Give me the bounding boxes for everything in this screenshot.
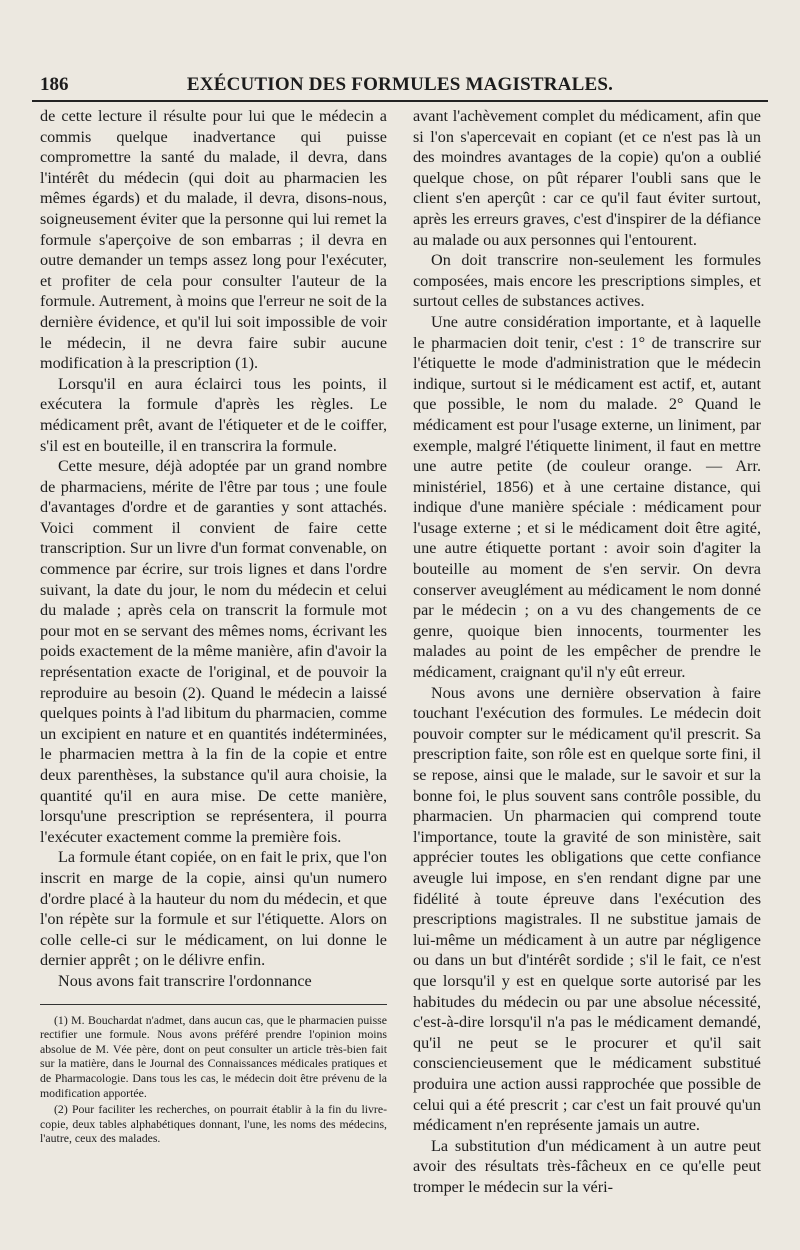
- footnote: (2) Pour faciliter les recherches, on pourrait établir à la fin du livre-copie, deux tables alphabétiques donnant, l'une, les noms des médecins, l'autre, ceux des malades.: [40, 1102, 387, 1146]
- right-column: [413, 106, 761, 1197]
- paragraph: de cette lecture il résulte pour lui que le médecin a commis quelque inadvertance qui puisse compromettre la santé du malade, il devra, dans l'intérêt du médecin (qui doit au pharmacien les mêmes égards) et du malade, il devra, disons-nous, soigneusement éviter que la personne qui lui remet la formule s'aperçoive de son embarras ; il devra en outre demander un temps assez long pour l'exécuter, et profiter de cela pour consulter l'auteur de la formule. Autrement, à moins que l'erreur ne soit de la dernière évidence, et qu'il lui soit impossible de voir le médecin, il ne devra faire subir aucune modification à la prescription (1).: [40, 107, 387, 373]
- paragraph: Nous avons une dernière observation à faire touchant l'exécution des formules. Le médecin doit pouvoir compter sur le médicament qu'il prescrit. Sa prescription faite, son rôle est en quelque sorte fini, il se repose, ainsi que le malade, sur le savoir et sur la bonne foi, le plus souvent sans contrôle possible, du pharmacien. Un pharmacien qui comprend toute l'importance, toute la gravité de son ministère, sait apprécier toutes les obligations que cette confiance aveugle lui impose, en s'en rendant digne par une fidélité à toute épreuve dans l'exécution des prescriptions magistrales. Il ne substitue jamais de lui-même un médicament à un autre par négligence ou dans un but d'intérêt sordide ; s'il le fait, ce n'est que lorsqu'il y est en quelque sorte autorisé par les habitudes du médecin ou par une absolue nécessité, c'est-à-dire lorsqu'il n'a pas le médicament demandé, qu'il ne peut se le procurer et qu'il sait consciencieusement que le médicament substitué produira une action aussi rapprochée que possible de celui qui a été prescrit ; car c'est un fait prouvé qu'un médicament n'en représente jamais un autre.: [413, 683, 761, 1135]
- left-column: [40, 106, 387, 1148]
- paragraph: On doit transcrire non-seulement les formules composées, mais encore les prescriptions simples, et surtout celles de substances actives.: [413, 251, 761, 311]
- page-header: [32, 70, 768, 102]
- paragraph: avant l'achèvement complet du médicament, afin que si l'on s'apercevait en copiant (et ce n'est pas là un des moindres avantages de la copie) qu'on a oublié quelque chose, on pût réparer l'oubli sans que le client s'en aperçût : car ce qu'il faut éviter surtout, après les erreurs graves, c'est d'inspirer de la défiance au malade ou aux personnes qui l'entourent.: [413, 107, 761, 249]
- paragraph: Lorsqu'il en aura éclairci tous les points, il exécutera la formule d'après les règles. Le médicament prêt, avant de l'étiqueter et de le coiffer, s'il est en bouteille, il en transcrira la formule.: [40, 374, 387, 455]
- paragraph: Une autre considération importante, et à laquelle le pharmacien doit tenir, c'est : 1° de transcrire sur l'étiquette le mode d'administration que le médecin indique, surtout si le médicament est actif, et, autant que possible, le nom du malade. 2° Quand le médicament est pour l'usage externe, un liniment, par exemple, malgré l'étiquette liniment, il faut en mettre une autre petite (de couleur orange. — Arr. ministériel, 1856) et à une certaine distance, qui indique d'une manière spéciale : médicament pour l'usage externe ; et si le médicament doit être agité, une autre étiquette portant : avoir soin d'agiter la bouteille au moment de s'en servir. On devra conserver aveuglément au médicament le nom donné par le médecin ; on a vu des changements de ce genre, quoique bien innocents, tourmenter les malades au point de les empêcher de prendre le médicament, craignant qu'il n'y eût erreur.: [413, 312, 761, 682]
- paragraph: Cette mesure, déjà adoptée par un grand nombre de pharmaciens, mérite de l'être par tous ; une foule d'avantages d'ordre et de garanties y sont attachés. Voici comment il convient de faire cette transcription. Sur un livre d'un format convenable, on commence par écrire, sur trois lignes et dans l'ordre suivant, la date du jour, le nom du médecin et celui du malade ; après cela on transcrit la formule mot pour mot en se servant des mêmes noms, écrivant les poids exactement de la même manière, afin d'avoir la représentation exacte de l'original, et de pouvoir la reproduire au besoin (2). Quand le médecin a laissé quelques points à l'ad libitum du pharmacien, comme un excipient en nature et en quantités indéterminées, le pharmacien mettra à la fin de la copie et entre deux parenthèses, la substance qu'il aura choisie, la quantité qu'il en aura mise. De cette manière, lorsqu'une prescription se représentera, il pourra l'exécuter exactement comme la première fois.: [40, 457, 387, 846]
- paragraph: Nous avons fait transcrire l'ordonnance: [58, 971, 312, 990]
- paragraph: La formule étant copiée, on en fait le prix, que l'on inscrit en marge de la copie, ainsi qu'un numero d'ordre placé à la hauteur du nom du médecin, et que l'on répète sur la formule et sur l'étiquette. Alors on colle celle-ci sur le médicament, on lui donne le dernier apprêt ; on le délivre enfin.: [40, 848, 387, 970]
- footnotes: [40, 1004, 387, 1146]
- paragraph: La substitution d'un médicament à un autre peut avoir des résultats très-fâcheux en ce qu'elle peut tromper le médecin sur la véri-: [413, 1136, 761, 1196]
- footnote: (1) M. Bouchardat n'admet, dans aucun cas, que le pharmacien puisse rectifier une formule. Nous avons préféré prendre l'opinion moins absolue de M. Vée père, dont on peut consulter un article très-bien fait sur la matière, dans le Journal des Connaissances médicales pratiques et de Pharmacologie. Dans tous les cas, le médecin doit être prévenu de la modification apportée.: [40, 1012, 387, 1100]
- page-number: 186: [40, 74, 69, 95]
- running-title: EXÉCUTION DES FORMULES MAGISTRALES.: [186, 74, 614, 95]
